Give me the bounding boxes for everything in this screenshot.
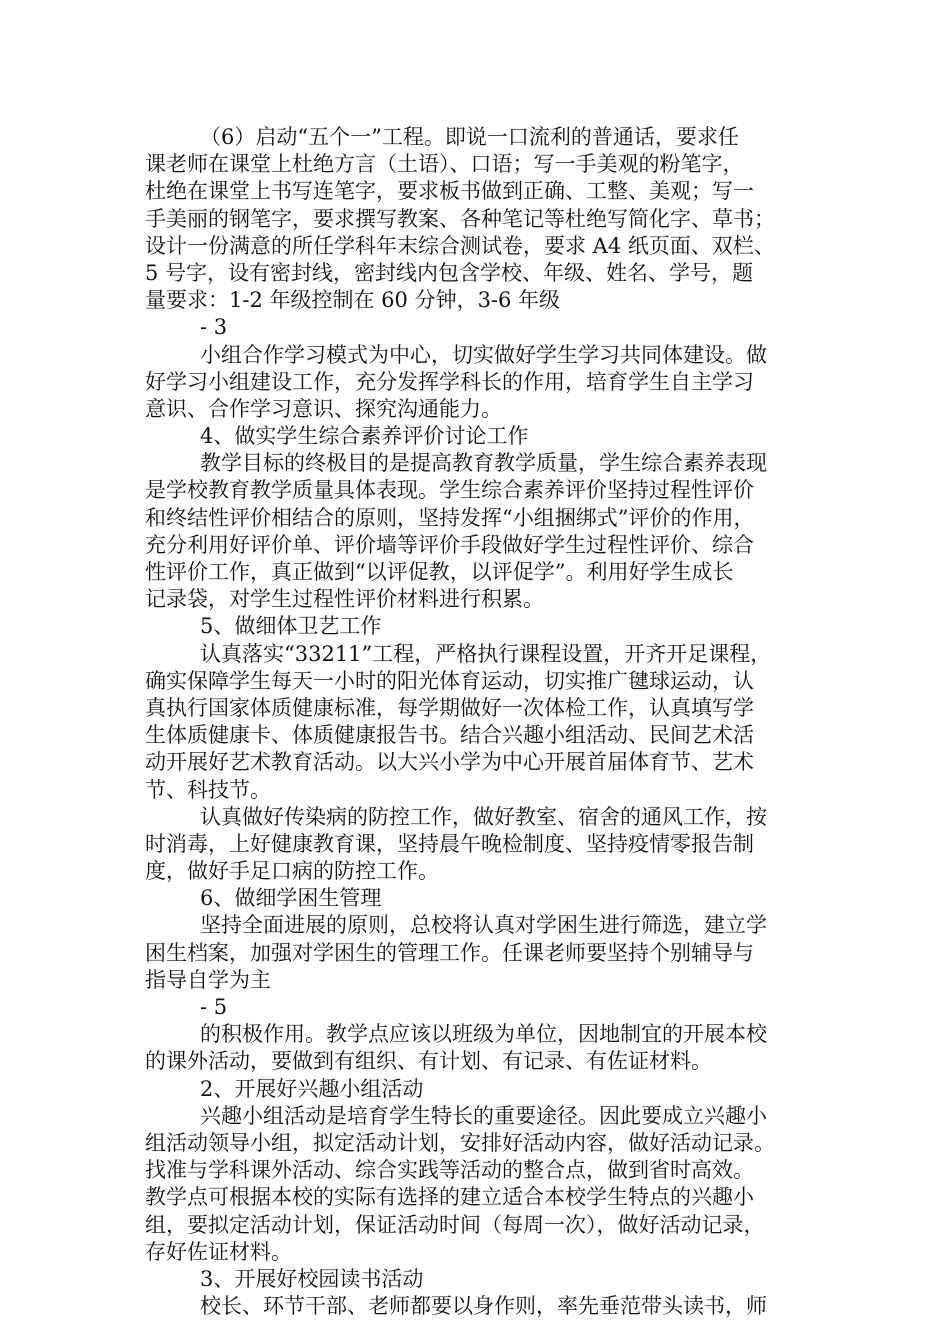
paragraph-line: 是学校教育教学质量具体表现。学生综合素养评价坚持过程性评价 <box>145 478 754 503</box>
paragraph-line: 时消毒，上好健康教育课，坚持晨午晚检制度、坚持疫情零报告制 <box>145 831 754 856</box>
page-number: - 5 <box>200 995 228 1019</box>
section-heading: 6、做细学困生管理 <box>200 886 382 911</box>
paragraph-line: 5 号字，设有密封线，密封线内包含学校、年级、姓名、学号，题 <box>145 260 754 285</box>
paragraph-line: 充分利用好评价单、评价墙等评价手段做好学生过程性评价、综合 <box>145 532 754 557</box>
paragraph-line: 的积极作用。教学点应该以班级为单位，因地制宜的开展本校 <box>200 1022 767 1047</box>
paragraph-line: 真执行国家体质健康标准，每学期做好一次体检工作，认真填写学 <box>145 695 754 720</box>
paragraph-line: 的课外活动，要做到有组织、有计划、有记录、有佐证材料。 <box>145 1049 712 1074</box>
paragraph-line: 度，做好手足口病的防控工作。 <box>145 859 439 884</box>
paragraph-line: 确实保障学生每天一小时的阳光体育运动，切实推广毽球运动，认 <box>145 668 754 693</box>
paragraph-line: 存好佐证材料。 <box>145 1239 292 1264</box>
paragraph-line: 组活动领导小组，拟定活动计划，安排好活动内容，做好活动记录。 <box>145 1130 775 1155</box>
paragraph-line: 兴趣小组活动是培育学生特长的重要途径。因此要成立兴趣小 <box>200 1103 767 1128</box>
paragraph-line: 找准与学科课外活动、综合实践等活动的整合点，做到省时高效。 <box>145 1158 754 1183</box>
paragraph-line: 好学习小组建设工作，充分发挥学科长的作用，培育学生自主学习 <box>145 369 754 394</box>
paragraph-line: 校长、环节干部、老师都要以身作则，率先垂范带头读书，师 <box>200 1294 767 1319</box>
paragraph-line: 指导自学为主 <box>145 967 271 992</box>
paragraph-line: 小组合作学习模式为中心，切实做好学生学习共同体建设。做 <box>200 342 767 367</box>
section-heading: 3、开展好校园读书活动 <box>200 1266 424 1291</box>
page-number: - 3 <box>200 315 228 340</box>
paragraph-line: 量要求：1-2 年级控制在 60 分钟，3-6 年级 <box>145 288 561 313</box>
paragraph-line: 设计一份满意的所任学科年末综合测试卷，要求 A4 纸页面、双栏、 <box>145 233 775 258</box>
paragraph-line: 手美丽的钢笔字，要求撰写教案、各种笔记等杜绝写简化字、草书； <box>145 206 775 231</box>
paragraph-line: 教学目标的终极目的是提高教育教学质量，学生综合素养表现 <box>200 451 767 476</box>
paragraph-line: 生体质健康卡、体质健康报告书。结合兴趣小组活动、民间艺术活 <box>145 723 754 748</box>
section-heading: 2、开展好兴趣小组活动 <box>200 1076 424 1101</box>
paragraph-line: 记录袋，对学生过程性评价材料进行积累。 <box>145 587 544 612</box>
section-heading: 4、做实学生综合素养评价讨论工作 <box>200 424 529 449</box>
paragraph-line: 节、科技节。 <box>145 777 271 802</box>
document-body <box>145 124 835 1320</box>
paragraph-line: 动开展好艺术教育活动。以大兴小学为中心开展首届体育节、艺术 <box>145 750 754 775</box>
paragraph-line: 组，要拟定活动计划，保证活动时间（每周一次），做好活动记录， <box>145 1212 765 1237</box>
paragraph-line: 认真做好传染病的防控工作，做好教室、宿舍的通风工作，按 <box>200 804 767 829</box>
paragraph-line: （6）启动“五个一”工程。即说一口流利的普通话，要求任 <box>200 125 739 149</box>
paragraph-line: 和终结性评价相结合的原则，坚持发挥“小组捆绑式”评价的作用， <box>145 505 755 530</box>
paragraph-line: 困生档案，加强对学困生的管理工作。任课老师要坚持个别辅导与 <box>145 940 754 965</box>
paragraph-line: 性评价工作，真正做到“以评促教，以评促学”。利用好学生成长 <box>145 560 734 584</box>
paragraph-line: 教学点可根据本校的实际有选择的建立适合本校学生特点的兴趣小 <box>145 1185 754 1210</box>
paragraph-line: 坚持全面进展的原则，总校将认真对学困生进行筛选，建立学 <box>200 913 767 938</box>
paragraph-line: 课老师在课堂上杜绝方言（土语）、口语；写一手美观的粉笔字， <box>145 152 744 177</box>
paragraph-line: 杜绝在课堂上书写连笔字，要求板书做到正确、工整、美观；写一 <box>145 179 754 204</box>
paragraph-line: 意识、合作学习意识、探究沟通能力。 <box>145 396 502 421</box>
paragraph-line: 认真落实“33211”工程，严格执行课程设置，开齐开足课程， <box>200 641 772 666</box>
section-heading: 5、做细体卫艺工作 <box>200 614 382 639</box>
